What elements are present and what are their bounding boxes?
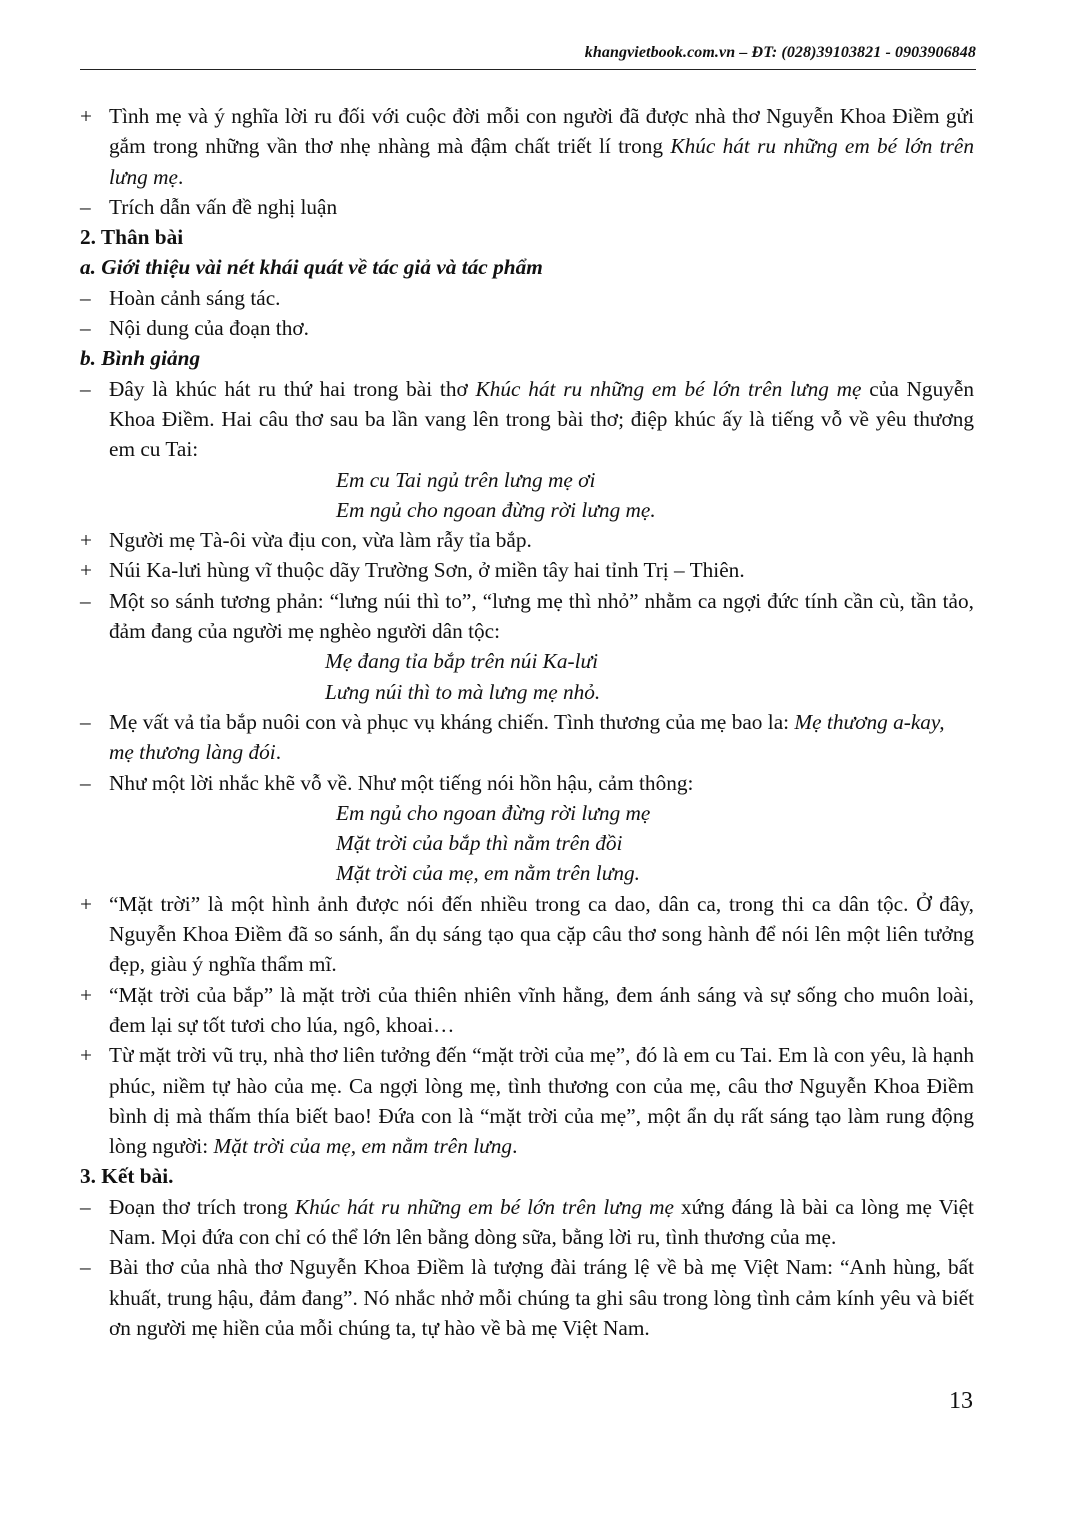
verse-line: Mặt trời của mẹ, em nằm trên lưng.	[336, 861, 640, 886]
paragraph	[80, 889, 974, 980]
paragraph-text: của Nguyễn Khoa Điềm. Hai câu thơ sau ba lần vang lên trong bài thơ; điệp khúc ấy là tiếng vỗ về yêu thương em cu Tai:	[109, 376, 974, 462]
paragraph	[80, 1192, 974, 1253]
paragraph-text: .	[178, 164, 184, 189]
verse-line: Mẹ đang tỉa bắp trên núi Ka-lưi	[325, 649, 599, 674]
section-heading: 3. Kết bài.	[80, 1164, 174, 1189]
paragraph	[80, 525, 974, 555]
paragraph-text: Bài thơ của nhà thơ Nguyễn Khoa Điềm là tượng đài tráng lệ về bà mẹ Việt Nam: “Anh hùng, bất khuất, trung hậu, đảm đang”. Nó nhắc nhở mỗi chúng ta ghi sâu trong lòng tình cảm kính yêu và biết ơn người mẹ hiền của mỗi chúng ta, tự hào về bà mẹ Việt Nam.	[109, 1255, 974, 1340]
paragraph-text: Người mẹ Tà-ôi vừa địu con, vừa làm rẫy tỉa bắp.	[109, 528, 532, 553]
paragraph-text: Núi Ka-lưi hùng vĩ thuộc dãy Trường Sơn, ở miền tây hai tỉnh Trị – Thiên.	[109, 558, 745, 583]
paragraph-text: xứng đáng là bài ca lòng mẹ Việt Nam. Mọi đứa con chỉ có thể lớn lên bằng dòng sữa, bằng lời ru, tình thương của mẹ.	[109, 1194, 974, 1249]
work-title: Khúc hát ru những em bé lớn trên lưng mẹ	[109, 134, 974, 189]
paragraph	[80, 768, 974, 798]
bullet-plus: +	[80, 528, 93, 553]
verse-line: Mặt trời của bắp thì nằm trên đồi	[336, 831, 623, 856]
bullet-dash: –	[80, 1194, 91, 1219]
paragraph-text: Đoạn thơ trích trong	[109, 1194, 295, 1219]
paragraph-text: Trích dẫn vấn đề nghị luận	[109, 194, 338, 219]
page-body	[80, 101, 974, 1343]
header-divider	[80, 69, 976, 70]
paragraph-text: Nội dung của đoạn thơ.	[109, 316, 309, 341]
subsection-heading: b. Bình giảng	[80, 346, 201, 371]
paragraph	[80, 1252, 974, 1343]
paragraph	[80, 586, 974, 647]
bullet-dash: –	[80, 376, 91, 401]
paragraph-text: Mẹ vất vả tỉa bắp nuôi con và phục vụ kháng chiến. Tình thương của mẹ bao la:	[109, 709, 795, 734]
paragraph	[80, 374, 974, 465]
paragraph	[80, 313, 974, 343]
verse-line: Em ngủ cho ngoan đừng rời lưng mẹ.	[336, 497, 656, 522]
bullet-dash: –	[80, 709, 91, 734]
paragraph-text: .	[275, 740, 282, 765]
paragraph-text: Từ mặt trời vũ trụ, nhà thơ liên tưởng đến “mặt trời của mẹ”, đó là em cu Tai. Em là con yêu, là hạnh phúc, niềm tự hào của mẹ. Ca ngợi lòng mẹ, tình thương con của mẹ, câu thơ Nguyễn Khoa Điềm bình dị mà thấm thía biết bao! Đứa con là “mặt trời của mẹ”, một ẩn dụ rất sáng tạo làm rung động lòng người:	[109, 1043, 974, 1159]
paragraph-text: “Mặt trời” là một hình ảnh được nói đến nhiều trong ca dao, dân ca, trong thi ca dân tộc. Ở đây, Nguyễn Khoa Điềm đã so sánh, ẩn dụ sáng tạo qua cặp câu thơ song hành để nói lên một liên tưởng đẹp, giàu ý nghĩa thẩm mĩ.	[109, 891, 974, 977]
paragraph-text: Đây là khúc hát ru thứ hai trong bài thơ	[109, 376, 476, 401]
paragraph	[80, 707, 974, 768]
bullet-dash: –	[80, 285, 91, 310]
bullet-dash: –	[80, 1255, 91, 1280]
work-title: Khúc hát ru những em bé lớn trên lưng mẹ	[294, 1194, 674, 1219]
verse-line: Lưng núi thì to mà lưng mẹ nhỏ.	[325, 679, 601, 704]
page-number: 13	[949, 1388, 973, 1414]
section-heading: 2. Thân bài	[80, 225, 184, 250]
quoted-verse: Mẹ thương a-kay, mẹ thương làng đói	[109, 709, 945, 765]
paragraph	[80, 283, 974, 313]
paragraph-text: .	[512, 1134, 518, 1159]
paragraph-text: Một so sánh tương phản: “lưng núi thì to”, “lưng mẹ thì nhỏ” nhằm ca ngợi đức tính cần cù, tần tảo, đảm đang của người mẹ nghèo người dân tộc:	[109, 588, 974, 644]
bullet-plus: +	[80, 891, 93, 916]
bullet-plus: +	[80, 1043, 93, 1068]
paragraph	[80, 192, 974, 222]
paragraph	[80, 101, 974, 192]
bullet-dash: –	[80, 316, 91, 341]
paragraph-text: Tình mẹ và ý nghĩa lời ru đối với cuộc đời mỗi con người đã được nhà thơ Nguyễn Khoa Điềm gửi gắm trong những vần thơ nhẹ nhàng mà đậm chất triết lí trong	[109, 104, 974, 159]
paragraph-text: “Mặt trời của bắp” là mặt trời của thiên nhiên vĩnh hằng, đem ánh sáng và sự sống cho muôn loài, đem lại sự tốt tươi cho lúa, ngô, khoai…	[109, 982, 974, 1037]
paragraph-text: Như một lời nhắc khẽ vỗ về. Như một tiếng nói hồn hậu, cảm thông:	[109, 770, 694, 795]
paragraph	[80, 1040, 974, 1161]
page-header: khangvietbook.com.vn – ĐT: (028)39103821 - 0903906848	[584, 44, 976, 61]
bullet-plus: +	[80, 558, 93, 583]
paragraph	[80, 980, 974, 1041]
work-title: Khúc hát ru những em bé lớn trên lưng mẹ	[475, 376, 862, 401]
verse-line: Em ngủ cho ngoan đừng rời lưng mẹ	[336, 800, 651, 825]
bullet-plus: +	[80, 982, 93, 1007]
bullet-dash: –	[80, 588, 91, 613]
bullet-dash: –	[80, 194, 91, 219]
verse-line: Em cu Tai ngủ trên lưng mẹ ơi	[336, 467, 596, 492]
subsection-heading: a. Giới thiệu vài nét khái quát về tác giả và tác phẩm	[80, 255, 543, 280]
bullet-plus: +	[80, 104, 93, 128]
paragraph	[80, 555, 974, 585]
quoted-verse: Mặt trời của mẹ, em nằm trên lưng	[213, 1134, 513, 1159]
bullet-dash: –	[80, 770, 91, 795]
paragraph-text: Hoàn cảnh sáng tác.	[109, 285, 281, 310]
